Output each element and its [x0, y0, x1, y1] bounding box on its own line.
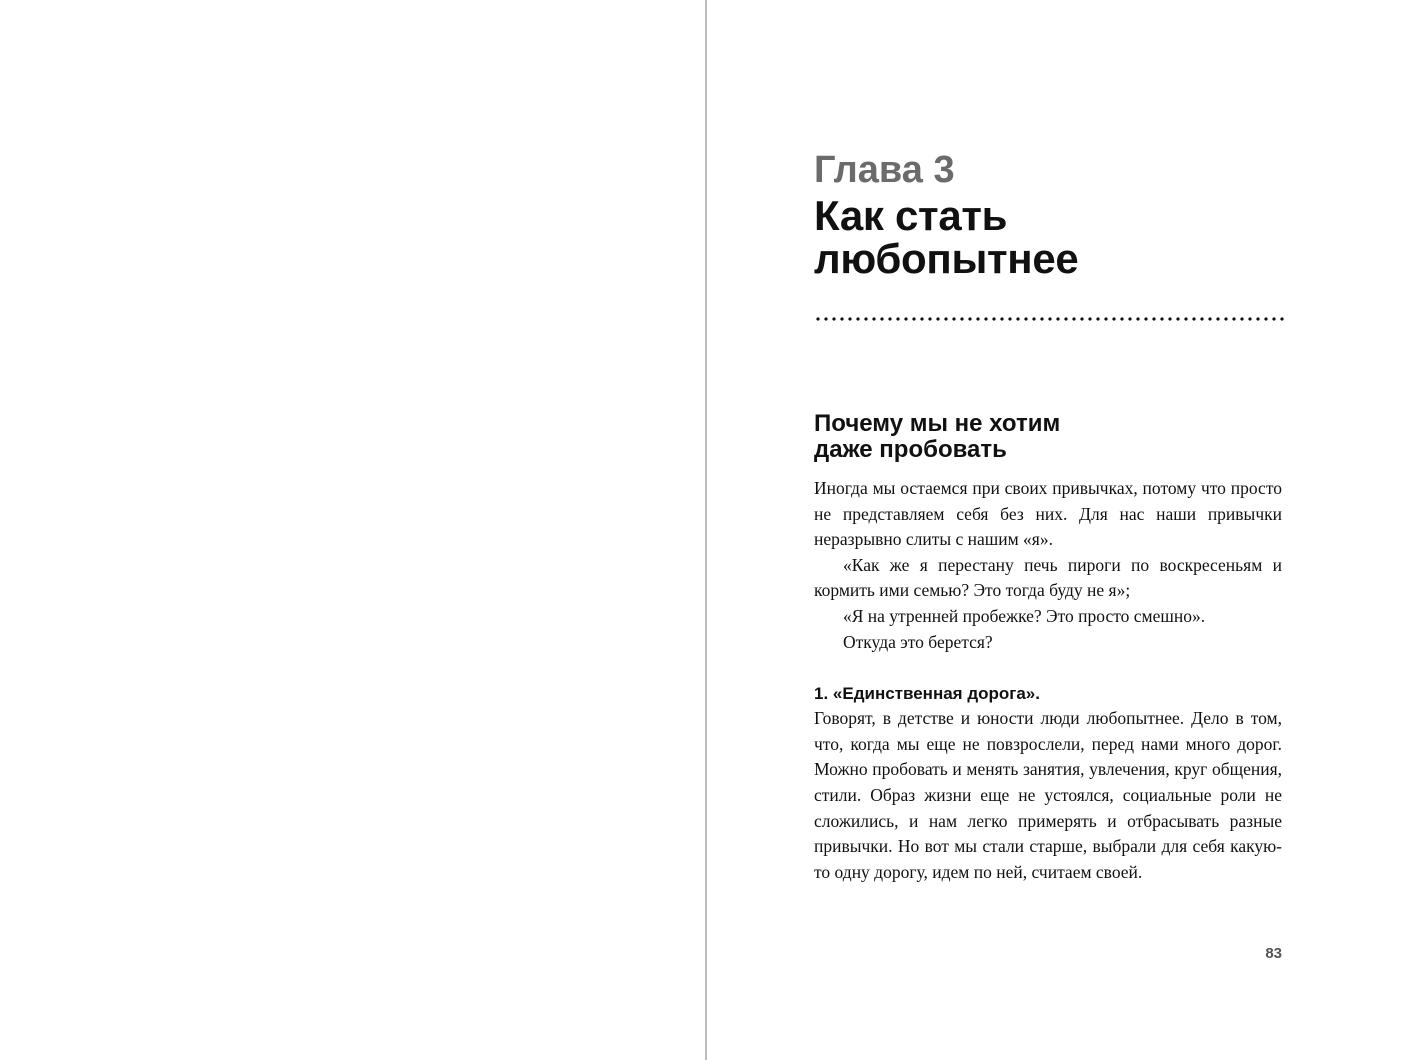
- section-heading: [814, 411, 1134, 463]
- list-item-title: «Единственная дорога».: [832, 684, 1040, 704]
- paragraph-intro: Иногда мы остаемся при своих привычках, потому что просто не представляем себя без них. Для нас наши привычки неразрывно слиты с нашим «я».: [814, 478, 1282, 550]
- list-item-heading: [814, 681, 1282, 706]
- paragraph-quote-2: «Я на утренней пробежке? Это просто смешно».: [843, 605, 1206, 626]
- paragraph-question: Откуда это берется?: [843, 631, 993, 652]
- list-item-number: 1.: [814, 684, 829, 704]
- paragraph-quote-1: «Как же я перестану печь пироги по воскресеньям и кормить ими семью? Это тогда буду не я»;: [814, 554, 1282, 601]
- page-content: [814, 148, 1282, 885]
- chapter-title-line2: любопытнее: [814, 235, 1079, 282]
- list-item-text: Говорят, в детстве и юности люди любопытнее. Дело в том, что, когда мы еще не повзрослели, перед нами много дорог. Можно пробовать и менять занятия, увлечения, круг общения, стили. Образ жизни еще не устоялся, социальные роли не сложились, и нам легко примерять и отбрасывать разные привычки. Но вот мы стали старше, выбрали для себя какую-то одну дорогу, идем по ней, считаем своей.: [814, 708, 1282, 882]
- dotted-divider: [814, 317, 1284, 321]
- page-number: 83: [1265, 945, 1282, 962]
- chapter-label: Глава 3: [814, 149, 955, 191]
- chapter-title-line1: Как стать: [814, 192, 1008, 239]
- section-heading-line2: даже пробовать: [814, 436, 1007, 463]
- right-page: [707, 0, 1410, 1060]
- section-heading-line1: Почему мы не хотим: [814, 410, 1061, 437]
- chapter-title: [814, 194, 1282, 280]
